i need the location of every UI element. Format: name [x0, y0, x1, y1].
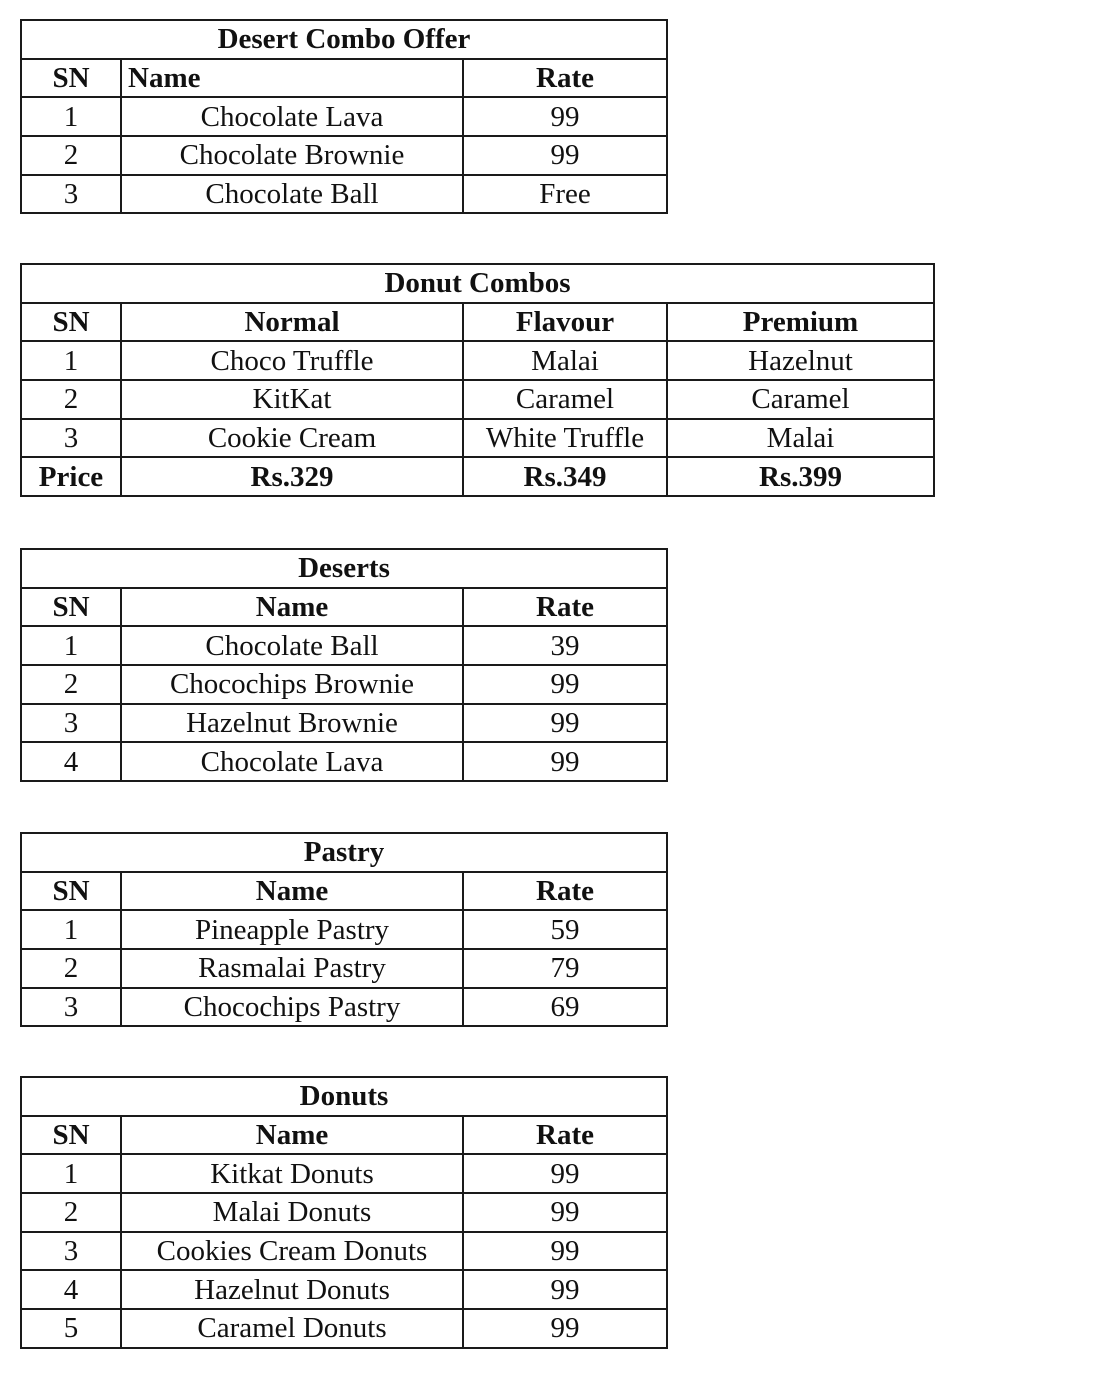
price-normal: Rs.329	[121, 457, 463, 496]
column-header-premium: Premium	[667, 303, 934, 342]
column-header-rate: Rate	[463, 59, 667, 98]
cell-sn: 3	[21, 175, 121, 214]
table-row	[21, 341, 934, 380]
table-title: Donuts	[21, 1077, 667, 1116]
column-header-sn: SN	[21, 1116, 121, 1155]
cell-sn: 4	[21, 742, 121, 781]
cell-name: Hazelnut Donuts	[121, 1270, 463, 1309]
table-row	[21, 1270, 667, 1309]
table-row	[21, 742, 667, 781]
table-row	[21, 136, 667, 175]
cell-sn: 4	[21, 1270, 121, 1309]
cell-name: Chocolate Ball	[121, 626, 463, 665]
cell-sn: 3	[21, 419, 121, 458]
cell-rate: 99	[463, 1232, 667, 1271]
cell-sn: 1	[21, 910, 121, 949]
cell-rate: 99	[463, 136, 667, 175]
cell-name: Caramel Donuts	[121, 1309, 463, 1348]
cell-flavour: Caramel	[463, 380, 667, 419]
cell-name: Chocochips Brownie	[121, 665, 463, 704]
cell-rate: 99	[463, 704, 667, 743]
cell-sn: 3	[21, 1232, 121, 1271]
table-title-row	[21, 549, 667, 588]
cell-name: Chocolate Lava	[121, 97, 463, 136]
cell-rate: 99	[463, 1193, 667, 1232]
cell-rate: 99	[463, 1270, 667, 1309]
table-row	[21, 665, 667, 704]
price-row	[21, 457, 934, 496]
cell-name: Pineapple Pastry	[121, 910, 463, 949]
cell-rate: 79	[463, 949, 667, 988]
cell-rate: 39	[463, 626, 667, 665]
table-title-row	[21, 1077, 667, 1116]
cell-rate: Free	[463, 175, 667, 214]
cell-sn: 3	[21, 988, 121, 1027]
pastry-table	[20, 832, 668, 1027]
cell-name: Kitkat Donuts	[121, 1154, 463, 1193]
donuts-table	[20, 1076, 668, 1349]
cell-rate: 99	[463, 1154, 667, 1193]
table-row	[21, 704, 667, 743]
cell-normal: Choco Truffle	[121, 341, 463, 380]
table-row	[21, 419, 934, 458]
cell-sn: 3	[21, 704, 121, 743]
table-header-row	[21, 872, 667, 911]
table-header-row	[21, 59, 667, 98]
cell-flavour: Malai	[463, 341, 667, 380]
desert-combo-offer-table	[20, 19, 668, 214]
column-header-name: Name	[121, 872, 463, 911]
cell-sn: 1	[21, 626, 121, 665]
cell-name: Chocolate Lava	[121, 742, 463, 781]
column-header-rate: Rate	[463, 872, 667, 911]
cell-name: Chocochips Pastry	[121, 988, 463, 1027]
column-header-name: Name	[121, 1116, 463, 1155]
cell-normal: KitKat	[121, 380, 463, 419]
cell-name: Chocolate Ball	[121, 175, 463, 214]
table-row	[21, 988, 667, 1027]
table-title-row	[21, 833, 667, 872]
cell-premium: Caramel	[667, 380, 934, 419]
price-flavour: Rs.349	[463, 457, 667, 496]
table-row	[21, 910, 667, 949]
table-row	[21, 1309, 667, 1348]
column-header-sn: SN	[21, 872, 121, 911]
cell-rate: 99	[463, 1309, 667, 1348]
cell-flavour: White Truffle	[463, 419, 667, 458]
column-header-sn: SN	[21, 59, 121, 98]
table-title-row	[21, 20, 667, 59]
table-row	[21, 380, 934, 419]
table-row	[21, 1154, 667, 1193]
price-premium: Rs.399	[667, 457, 934, 496]
column-header-flavour: Flavour	[463, 303, 667, 342]
cell-sn: 1	[21, 97, 121, 136]
table-row	[21, 175, 667, 214]
cell-rate: 69	[463, 988, 667, 1027]
column-header-sn: SN	[21, 303, 121, 342]
cell-name: Rasmalai Pastry	[121, 949, 463, 988]
cell-sn: 2	[21, 665, 121, 704]
table-title: Pastry	[21, 833, 667, 872]
table-header-row	[21, 588, 667, 627]
table-title: Donut Combos	[21, 264, 934, 303]
cell-sn: 5	[21, 1309, 121, 1348]
donut-combos-table	[20, 263, 935, 497]
table-row	[21, 949, 667, 988]
column-header-name: Name	[121, 59, 463, 98]
table-header-row	[21, 303, 934, 342]
table-row	[21, 626, 667, 665]
table-title: Deserts	[21, 549, 667, 588]
table-row	[21, 1193, 667, 1232]
cell-rate: 99	[463, 742, 667, 781]
cell-name: Cookies Cream Donuts	[121, 1232, 463, 1271]
cell-normal: Cookie Cream	[121, 419, 463, 458]
table-title-row	[21, 264, 934, 303]
price-label: Price	[21, 457, 121, 496]
cell-rate: 99	[463, 97, 667, 136]
cell-sn: 2	[21, 1193, 121, 1232]
cell-sn: 2	[21, 380, 121, 419]
cell-sn: 2	[21, 949, 121, 988]
cell-sn: 2	[21, 136, 121, 175]
column-header-name: Name	[121, 588, 463, 627]
cell-premium: Hazelnut	[667, 341, 934, 380]
table-row	[21, 1232, 667, 1271]
cell-name: Chocolate Brownie	[121, 136, 463, 175]
cell-name: Hazelnut Brownie	[121, 704, 463, 743]
column-header-normal: Normal	[121, 303, 463, 342]
deserts-table	[20, 548, 668, 782]
table-row	[21, 97, 667, 136]
column-header-sn: SN	[21, 588, 121, 627]
column-header-rate: Rate	[463, 588, 667, 627]
cell-name: Malai Donuts	[121, 1193, 463, 1232]
cell-sn: 1	[21, 1154, 121, 1193]
cell-sn: 1	[21, 341, 121, 380]
column-header-rate: Rate	[463, 1116, 667, 1155]
table-title: Desert Combo Offer	[21, 20, 667, 59]
table-header-row	[21, 1116, 667, 1155]
cell-rate: 99	[463, 665, 667, 704]
cell-premium: Malai	[667, 419, 934, 458]
cell-rate: 59	[463, 910, 667, 949]
